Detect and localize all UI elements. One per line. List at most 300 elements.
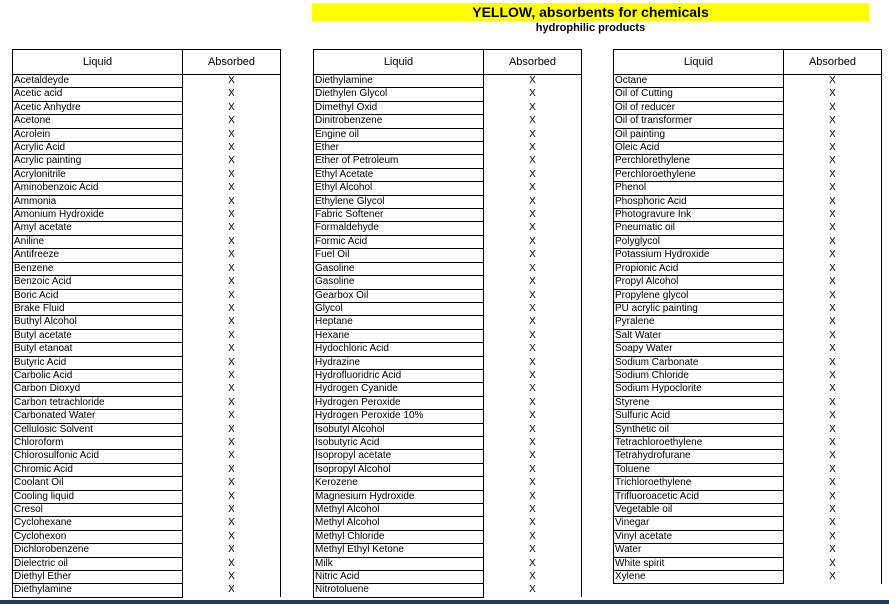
liquid-cell: Polyglycol bbox=[614, 235, 784, 248]
liquid-cell: Pyralene bbox=[614, 316, 784, 329]
absorbed-mark: X bbox=[183, 128, 281, 141]
table-row bbox=[614, 477, 882, 490]
liquid-cell: Synthetic oil bbox=[614, 423, 784, 436]
liquid-cell: Acrylic Acid bbox=[13, 142, 183, 155]
table-row bbox=[314, 168, 582, 181]
table-row bbox=[614, 450, 882, 463]
liquid-cell: Milk bbox=[314, 557, 484, 570]
absorbed-mark: X bbox=[784, 396, 882, 409]
absorbed-mark: X bbox=[484, 369, 582, 382]
table-row bbox=[614, 504, 882, 517]
liquid-cell: Formic Acid bbox=[314, 235, 484, 248]
absorbed-mark: X bbox=[484, 557, 582, 570]
table-row bbox=[614, 75, 882, 88]
table-row bbox=[13, 182, 281, 195]
absorbed-column-header: Absorbed bbox=[183, 50, 281, 75]
table-row bbox=[314, 115, 582, 128]
absorbed-mark: X bbox=[183, 249, 281, 262]
liquid-cell: Ether of Petroleum bbox=[314, 155, 484, 168]
table-row bbox=[13, 423, 281, 436]
absorbed-mark: X bbox=[484, 517, 582, 530]
liquid-cell: Buthyl Alcohol bbox=[13, 316, 183, 329]
table-row bbox=[614, 182, 882, 195]
liquid-cell: Hydrogen Peroxide 10% bbox=[314, 410, 484, 423]
table-row bbox=[13, 276, 281, 289]
absorbed-mark: X bbox=[183, 504, 281, 517]
table-row bbox=[314, 584, 582, 597]
absorbed-mark: X bbox=[484, 195, 582, 208]
liquid-cell: Amonium Hydroxide bbox=[13, 209, 183, 222]
absorbed-mark: X bbox=[784, 249, 882, 262]
table-row bbox=[614, 356, 882, 369]
table-row bbox=[13, 249, 281, 262]
table-row bbox=[614, 396, 882, 409]
absorbed-mark: X bbox=[484, 383, 582, 396]
absorbed-mark: X bbox=[183, 383, 281, 396]
absorbed-mark: X bbox=[784, 128, 882, 141]
table-row bbox=[314, 142, 582, 155]
table-row bbox=[314, 490, 582, 503]
liquid-cell: Isobutyl Alcohol bbox=[314, 423, 484, 436]
table-row bbox=[314, 302, 582, 315]
absorbed-mark: X bbox=[784, 101, 882, 114]
table-row bbox=[314, 289, 582, 302]
table-row bbox=[614, 209, 882, 222]
absorbed-mark: X bbox=[484, 316, 582, 329]
liquid-cell: Oil of reducer bbox=[614, 101, 784, 114]
table-row bbox=[614, 262, 882, 275]
absorbed-mark: X bbox=[484, 75, 582, 88]
table-row bbox=[314, 530, 582, 543]
liquid-cell: Cyclohexon bbox=[13, 530, 183, 543]
table-row bbox=[314, 517, 582, 530]
absorbed-mark: X bbox=[484, 343, 582, 356]
liquid-cell: Perchlorethylene bbox=[614, 155, 784, 168]
liquid-cell: Butyl etanoat bbox=[13, 343, 183, 356]
table-row bbox=[614, 557, 882, 570]
liquid-cell: Vegetable oil bbox=[614, 504, 784, 517]
liquid-cell: Fuel Oil bbox=[314, 249, 484, 262]
liquid-cell: Ether bbox=[314, 142, 484, 155]
absorbed-mark: X bbox=[784, 544, 882, 557]
liquid-cell: Acrylic painting bbox=[13, 155, 183, 168]
table-row bbox=[13, 115, 281, 128]
absorbed-mark: X bbox=[784, 302, 882, 315]
absorbed-mark: X bbox=[183, 450, 281, 463]
table-row bbox=[13, 329, 281, 342]
liquid-column-header: Liquid bbox=[13, 50, 183, 75]
table-row bbox=[614, 128, 882, 141]
liquid-cell: Carbon Dioxyd bbox=[13, 383, 183, 396]
table-row bbox=[13, 517, 281, 530]
table-row bbox=[314, 450, 582, 463]
absorbed-mark: X bbox=[784, 88, 882, 101]
liquid-cell: Antifreeze bbox=[13, 249, 183, 262]
liquid-cell: Phenol bbox=[614, 182, 784, 195]
table-row bbox=[13, 155, 281, 168]
absorbed-mark: X bbox=[484, 450, 582, 463]
table-row bbox=[614, 302, 882, 315]
table-row bbox=[314, 504, 582, 517]
table-row bbox=[614, 410, 882, 423]
table-row bbox=[13, 463, 281, 476]
table-row bbox=[314, 383, 582, 396]
table-row bbox=[314, 101, 582, 114]
table-row bbox=[13, 128, 281, 141]
liquid-cell: Boric Acid bbox=[13, 289, 183, 302]
absorbed-mark: X bbox=[784, 504, 882, 517]
absorbed-mark: X bbox=[484, 209, 582, 222]
table-row bbox=[614, 343, 882, 356]
table-row bbox=[314, 423, 582, 436]
absorbed-mark: X bbox=[484, 289, 582, 302]
absorbed-mark: X bbox=[484, 235, 582, 248]
liquid-cell: Ethyl Acetate bbox=[314, 168, 484, 181]
absorbed-mark: X bbox=[183, 142, 281, 155]
table-row bbox=[614, 168, 882, 181]
absorbed-mark: X bbox=[484, 544, 582, 557]
table-row bbox=[314, 249, 582, 262]
absorbed-mark: X bbox=[784, 276, 882, 289]
absorbed-mark: X bbox=[484, 249, 582, 262]
liquid-cell: Glycol bbox=[314, 302, 484, 315]
absorbed-mark: X bbox=[484, 182, 582, 195]
absorbed-mark: X bbox=[784, 490, 882, 503]
absorbed-mark: X bbox=[183, 410, 281, 423]
liquid-cell: Gearbox Oil bbox=[314, 289, 484, 302]
liquid-cell: Isopropyl acetate bbox=[314, 450, 484, 463]
table-row bbox=[614, 423, 882, 436]
absorbed-mark: X bbox=[183, 115, 281, 128]
liquid-cell: Benzene bbox=[13, 262, 183, 275]
liquid-cell: Diethylamine bbox=[13, 584, 183, 597]
absorbed-mark: X bbox=[484, 128, 582, 141]
liquid-cell: Isopropyl Alcohol bbox=[314, 463, 484, 476]
liquid-cell: Tetrachloroethylene bbox=[614, 436, 784, 449]
absorbed-mark: X bbox=[784, 356, 882, 369]
liquid-cell: Propyl Alcohol bbox=[614, 276, 784, 289]
liquid-cell: Diethyl Ether bbox=[13, 571, 183, 584]
absorbed-mark: X bbox=[784, 75, 882, 88]
liquid-column-header: Liquid bbox=[614, 50, 784, 75]
table-row bbox=[614, 436, 882, 449]
table-row bbox=[314, 235, 582, 248]
absorbed-mark: X bbox=[183, 423, 281, 436]
absorbed-mark: X bbox=[183, 88, 281, 101]
table-row bbox=[314, 557, 582, 570]
liquid-cell: Methyl Chloride bbox=[314, 530, 484, 543]
liquid-cell: Oleic Acid bbox=[614, 142, 784, 155]
absorbed-mark: X bbox=[484, 356, 582, 369]
liquid-cell: Chromic Acid bbox=[13, 463, 183, 476]
absorbed-mark: X bbox=[784, 209, 882, 222]
table-row bbox=[13, 75, 281, 88]
absorbed-mark: X bbox=[484, 101, 582, 114]
liquid-cell: Engine oil bbox=[314, 128, 484, 141]
absorbed-mark: X bbox=[183, 101, 281, 114]
liquid-cell: Styrene bbox=[614, 396, 784, 409]
table-row bbox=[614, 88, 882, 101]
liquid-cell: Magnesium Hydroxide bbox=[314, 490, 484, 503]
liquid-cell: Butyl acetate bbox=[13, 329, 183, 342]
liquid-cell: Hydrazine bbox=[314, 356, 484, 369]
liquid-cell: Chloroform bbox=[13, 436, 183, 449]
liquid-cell: Hydrogen Cyanide bbox=[314, 383, 484, 396]
table-row bbox=[13, 88, 281, 101]
absorbed-mark: X bbox=[784, 571, 882, 584]
liquid-cell: Dichlorobenzene bbox=[13, 544, 183, 557]
liquid-cell: Aminobenzoic Acid bbox=[13, 182, 183, 195]
table-row bbox=[614, 544, 882, 557]
liquid-cell: Perchloroethylene bbox=[614, 168, 784, 181]
liquid-cell: Pneumatic oil bbox=[614, 222, 784, 235]
liquid-cell: Sulfuric Acid bbox=[614, 410, 784, 423]
table-row bbox=[13, 168, 281, 181]
table-row bbox=[314, 88, 582, 101]
table-row bbox=[614, 142, 882, 155]
absorbed-mark: X bbox=[484, 142, 582, 155]
table-row bbox=[614, 249, 882, 262]
absorbed-mark: X bbox=[784, 477, 882, 490]
liquid-cell: White spirit bbox=[614, 557, 784, 570]
absorbed-mark: X bbox=[484, 584, 582, 597]
liquid-cell: Hydrogen Peroxide bbox=[314, 396, 484, 409]
table-row bbox=[13, 316, 281, 329]
absorbed-mark: X bbox=[183, 195, 281, 208]
liquid-cell: Propylene glycol bbox=[614, 289, 784, 302]
table-row bbox=[13, 343, 281, 356]
table-row bbox=[13, 530, 281, 543]
absorbed-column-header: Absorbed bbox=[484, 50, 582, 75]
table-row bbox=[614, 222, 882, 235]
absorbed-mark: X bbox=[183, 182, 281, 195]
liquid-cell: Tetrahydrofurane bbox=[614, 450, 784, 463]
table-row bbox=[314, 182, 582, 195]
absorbed-mark: X bbox=[183, 477, 281, 490]
table-row bbox=[614, 235, 882, 248]
absorbed-mark: X bbox=[484, 222, 582, 235]
liquid-cell: Chlorosulfonic Acid bbox=[13, 450, 183, 463]
table-row bbox=[614, 517, 882, 530]
absorbed-mark: X bbox=[484, 530, 582, 543]
table-row bbox=[314, 209, 582, 222]
absorbed-mark: X bbox=[484, 115, 582, 128]
liquid-cell: Acetaldeyde bbox=[13, 75, 183, 88]
table-row bbox=[314, 276, 582, 289]
absorbed-mark: X bbox=[183, 168, 281, 181]
table-row bbox=[314, 155, 582, 168]
table-row bbox=[13, 383, 281, 396]
liquid-cell: Cooling liquid bbox=[13, 490, 183, 503]
liquid-cell: Sodium Chloride bbox=[614, 369, 784, 382]
table-row bbox=[314, 75, 582, 88]
table-row bbox=[314, 369, 582, 382]
table-row bbox=[314, 195, 582, 208]
absorbed-mark: X bbox=[784, 316, 882, 329]
table-row bbox=[314, 329, 582, 342]
table-row bbox=[314, 477, 582, 490]
liquid-cell: Carbon tetrachloride bbox=[13, 396, 183, 409]
absorbed-mark: X bbox=[784, 423, 882, 436]
liquid-cell: Benzoic Acid bbox=[13, 276, 183, 289]
liquid-cell: Aniline bbox=[13, 235, 183, 248]
table-row bbox=[614, 101, 882, 114]
absorbed-mark: X bbox=[784, 142, 882, 155]
table-row bbox=[13, 222, 281, 235]
absorbed-mark: X bbox=[183, 436, 281, 449]
table-row bbox=[13, 209, 281, 222]
table-row bbox=[13, 195, 281, 208]
table-row bbox=[314, 410, 582, 423]
liquid-cell: Trichloroethylene bbox=[614, 477, 784, 490]
absorbed-mark: X bbox=[183, 75, 281, 88]
liquid-cell: Diethylamine bbox=[314, 75, 484, 88]
liquid-cell: Acetone bbox=[13, 115, 183, 128]
table-row bbox=[614, 369, 882, 382]
table-row bbox=[13, 571, 281, 584]
liquid-cell: Acetic Anhydre bbox=[13, 101, 183, 114]
absorbed-mark: X bbox=[183, 356, 281, 369]
liquid-cell: Trifluoroacetic Acid bbox=[614, 490, 784, 503]
absorbed-mark: X bbox=[784, 155, 882, 168]
table-row bbox=[614, 490, 882, 503]
liquid-cell: Vinegar bbox=[614, 517, 784, 530]
absorbed-mark: X bbox=[183, 302, 281, 315]
absorbed-mark: X bbox=[484, 302, 582, 315]
table-row bbox=[13, 262, 281, 275]
liquid-cell: Dimethyl Oxid bbox=[314, 101, 484, 114]
table-row bbox=[614, 289, 882, 302]
absorbed-mark: X bbox=[784, 262, 882, 275]
liquid-cell: Octane bbox=[614, 75, 784, 88]
liquid-cell: Carbolic Acid bbox=[13, 369, 183, 382]
chemicals-table-1 bbox=[12, 49, 281, 598]
liquid-cell: Nitric Acid bbox=[314, 571, 484, 584]
absorbed-mark: X bbox=[183, 235, 281, 248]
absorbed-mark: X bbox=[183, 463, 281, 476]
liquid-cell: Ammonia bbox=[13, 195, 183, 208]
absorbed-mark: X bbox=[183, 490, 281, 503]
absorbed-mark: X bbox=[183, 276, 281, 289]
liquid-cell: Formaldehyde bbox=[314, 222, 484, 235]
absorbed-mark: X bbox=[484, 329, 582, 342]
liquid-cell: Amyl acetate bbox=[13, 222, 183, 235]
absorbed-mark: X bbox=[484, 168, 582, 181]
table-row bbox=[13, 142, 281, 155]
absorbed-mark: X bbox=[784, 235, 882, 248]
liquid-cell: Brake Fluid bbox=[13, 302, 183, 315]
absorbed-column-header: Absorbed bbox=[784, 50, 882, 75]
absorbed-mark: X bbox=[784, 182, 882, 195]
liquid-cell: Hydrofluoridric Acid bbox=[314, 369, 484, 382]
chemicals-table-2 bbox=[313, 49, 582, 598]
table-row bbox=[13, 436, 281, 449]
liquid-cell: Acetic acid bbox=[13, 88, 183, 101]
liquid-cell: Soapy Water bbox=[614, 343, 784, 356]
absorbed-mark: X bbox=[484, 436, 582, 449]
window-bottom-edge bbox=[0, 600, 889, 604]
liquid-cell: Hexane bbox=[314, 329, 484, 342]
table-row bbox=[614, 383, 882, 396]
absorbed-mark: X bbox=[784, 436, 882, 449]
table-row bbox=[13, 504, 281, 517]
absorbed-mark: X bbox=[183, 262, 281, 275]
table-row bbox=[614, 316, 882, 329]
table-row bbox=[13, 289, 281, 302]
absorbed-mark: X bbox=[484, 276, 582, 289]
absorbed-mark: X bbox=[784, 115, 882, 128]
liquid-cell: Phosphoric Acid bbox=[614, 195, 784, 208]
table-row bbox=[314, 343, 582, 356]
absorbed-mark: X bbox=[484, 504, 582, 517]
table-row bbox=[614, 530, 882, 543]
absorbed-mark: X bbox=[484, 477, 582, 490]
absorbed-mark: X bbox=[484, 463, 582, 476]
absorbed-mark: X bbox=[784, 517, 882, 530]
absorbed-mark: X bbox=[183, 517, 281, 530]
absorbed-mark: X bbox=[784, 329, 882, 342]
liquid-cell: Coolant Oil bbox=[13, 477, 183, 490]
liquid-cell: Hydochloric Acid bbox=[314, 343, 484, 356]
chemicals-table-3 bbox=[613, 49, 882, 584]
table-row bbox=[614, 276, 882, 289]
liquid-cell: Propionic Acid bbox=[614, 262, 784, 275]
liquid-cell: Cyclohexane bbox=[13, 517, 183, 530]
table-row bbox=[614, 155, 882, 168]
table-row bbox=[614, 329, 882, 342]
absorbed-mark: X bbox=[183, 155, 281, 168]
absorbed-mark: X bbox=[183, 343, 281, 356]
page-subtitle: hydrophilic products bbox=[535, 22, 646, 34]
liquid-cell: Water bbox=[614, 544, 784, 557]
absorbed-mark: X bbox=[183, 369, 281, 382]
absorbed-mark: X bbox=[784, 557, 882, 570]
table-row bbox=[13, 302, 281, 315]
liquid-cell: Nitrotoluene bbox=[314, 584, 484, 597]
table-row bbox=[13, 490, 281, 503]
liquid-cell: Toluene bbox=[614, 463, 784, 476]
absorbed-mark: X bbox=[784, 195, 882, 208]
table-row bbox=[314, 544, 582, 557]
liquid-cell: Methyl Ethyl Ketone bbox=[314, 544, 484, 557]
liquid-cell: Carbonated Water bbox=[13, 410, 183, 423]
liquid-cell: Acrolein bbox=[13, 128, 183, 141]
liquid-cell: Fabric Softener bbox=[314, 209, 484, 222]
absorbed-mark: X bbox=[183, 209, 281, 222]
absorbed-mark: X bbox=[784, 530, 882, 543]
table-row bbox=[13, 101, 281, 114]
liquid-cell: Acrylonitrile bbox=[13, 168, 183, 181]
absorbed-mark: X bbox=[484, 155, 582, 168]
absorbed-mark: X bbox=[183, 544, 281, 557]
absorbed-mark: X bbox=[484, 490, 582, 503]
absorbed-mark: X bbox=[183, 557, 281, 570]
absorbed-mark: X bbox=[784, 450, 882, 463]
absorbed-mark: X bbox=[484, 571, 582, 584]
absorbed-mark: X bbox=[183, 316, 281, 329]
table-row bbox=[314, 356, 582, 369]
table-row bbox=[314, 222, 582, 235]
table-row bbox=[314, 396, 582, 409]
absorbed-mark: X bbox=[183, 222, 281, 235]
table-row bbox=[614, 571, 882, 584]
table-row bbox=[314, 262, 582, 275]
table-row bbox=[314, 463, 582, 476]
absorbed-mark: X bbox=[784, 463, 882, 476]
absorbed-mark: X bbox=[784, 369, 882, 382]
liquid-cell: PU acrylic painting bbox=[614, 302, 784, 315]
table-row bbox=[13, 477, 281, 490]
